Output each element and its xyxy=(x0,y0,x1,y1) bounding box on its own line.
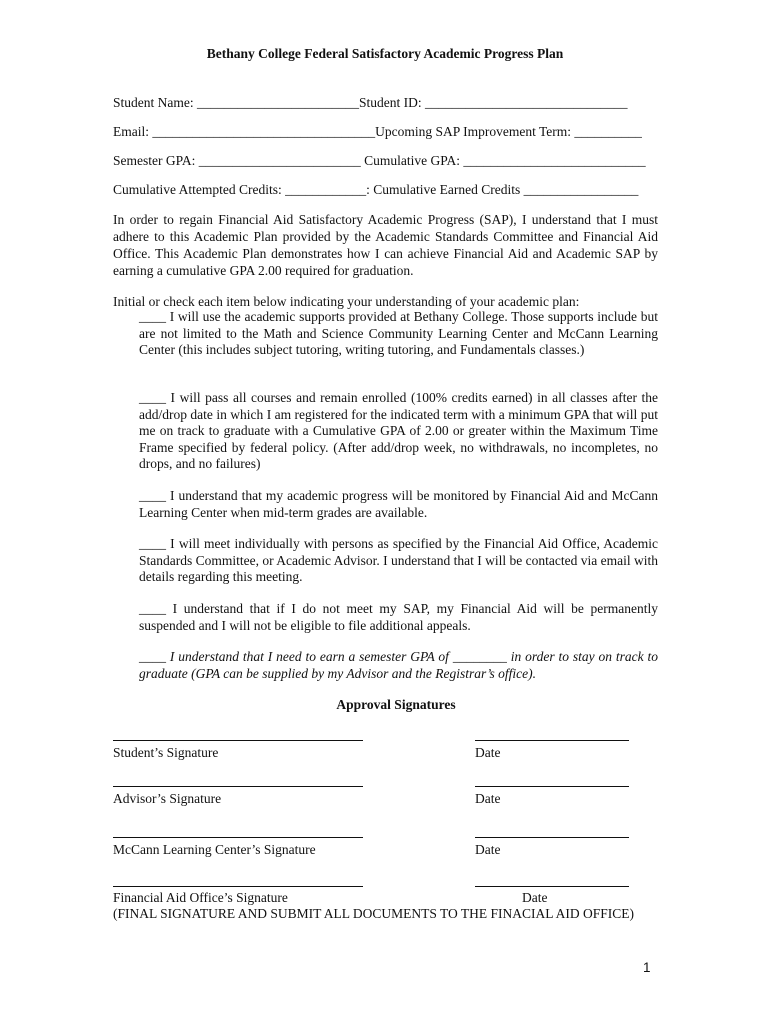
page-number: 1 xyxy=(643,960,651,975)
student-signature-line[interactable] xyxy=(113,740,363,741)
mccann-signature-line[interactable] xyxy=(113,837,363,838)
advisor-date-label: Date xyxy=(475,791,501,806)
mccann-date-line[interactable] xyxy=(475,837,629,838)
financial-aid-signature-label: Financial Aid Office’s Signature xyxy=(113,890,288,905)
financial-aid-date-label: Date xyxy=(522,890,548,905)
financial-aid-signature-line[interactable] xyxy=(113,886,363,887)
credits-field[interactable]: Cumulative Attempted Credits: ____________: Cumulative Earned Credits _________________ xyxy=(113,182,639,197)
student-date-label: Date xyxy=(475,745,501,760)
mccann-date-label: Date xyxy=(475,842,501,857)
student-signature-label: Student’s Signature xyxy=(113,745,219,760)
agreement-item-1[interactable]: ____ I will use the academic supports provided at Bethany College. Those supports include but are not limited to the Math and Science Community Learning Center and McCann Learning Center (this includes subject tutoring, writing tutoring, and Fundamentals classes.) xyxy=(139,309,658,357)
agreement-item-5[interactable]: ____ I understand that if I do not meet my SAP, my Financial Aid will be permanently suspended and I will not be eligible to file additional appeals. xyxy=(139,601,658,633)
agreement-item-3[interactable]: ____ I understand that my academic progress will be monitored by Financial Aid and McCann Learning Center when mid-term grades are available. xyxy=(139,488,658,520)
agreement-item-6[interactable]: ____ I understand that I need to earn a semester GPA of ________ in order to stay on track to graduate (GPA can be supplied by my Advisor and the Registrar’s office). xyxy=(139,649,658,681)
advisor-date-line[interactable] xyxy=(475,786,629,787)
intro-paragraph: In order to regain Financial Aid Satisfactory Academic Progress (SAP), I understand that I must adhere to this Academic Plan provided by the Academic Standards Committee and Financial Aid Office. This Academic Plan demonstrates how I can achieve Financial Aid and Academic SAP by earning a cumulative GPA 2.00 required for graduation. xyxy=(113,212,658,278)
student-name-field[interactable]: Student Name: ________________________Student ID: ______________________________ xyxy=(113,95,628,110)
document-title: Bethany College Federal Satisfactory Academic Progress Plan xyxy=(206,46,564,61)
financial-aid-date-line[interactable] xyxy=(475,886,629,887)
advisor-signature-label: Advisor’s Signature xyxy=(113,791,222,806)
agreement-item-4[interactable]: ____ I will meet individually with persons as specified by the Financial Aid Office, Academic Standards Committee, or Academic Advisor. I understand that I will be contacted via email with details regarding this meeting. xyxy=(139,536,658,584)
instruction-text: Initial or check each item below indicating your understanding of your academic plan: xyxy=(113,294,580,309)
approval-heading: Approval Signatures xyxy=(336,697,456,712)
agreement-item-2[interactable]: ____ I will pass all courses and remain enrolled (100% credits earned) in all classes after the add/drop date in which I am registered for the indicated term with a minimum GPA that will put me on track to graduate with a Cumulative GPA of 2.00 or greater within the Maximum Time Frame specified by federal policy. (After add/drop week, no withdrawals, no incompletes, no drops, and no failures) xyxy=(139,390,658,471)
gpa-field[interactable]: Semester GPA: ________________________ Cumulative GPA: ___________________________ xyxy=(113,153,646,168)
advisor-signature-line[interactable] xyxy=(113,786,363,787)
student-date-line[interactable] xyxy=(475,740,629,741)
email-field[interactable]: Email: _________________________________Upcoming SAP Improvement Term: __________ xyxy=(113,124,642,139)
mccann-signature-label: McCann Learning Center’s Signature xyxy=(113,842,316,857)
final-instruction: (FINAL SIGNATURE AND SUBMIT ALL DOCUMENTS TO THE FINACIAL AID OFFICE) xyxy=(113,906,635,921)
